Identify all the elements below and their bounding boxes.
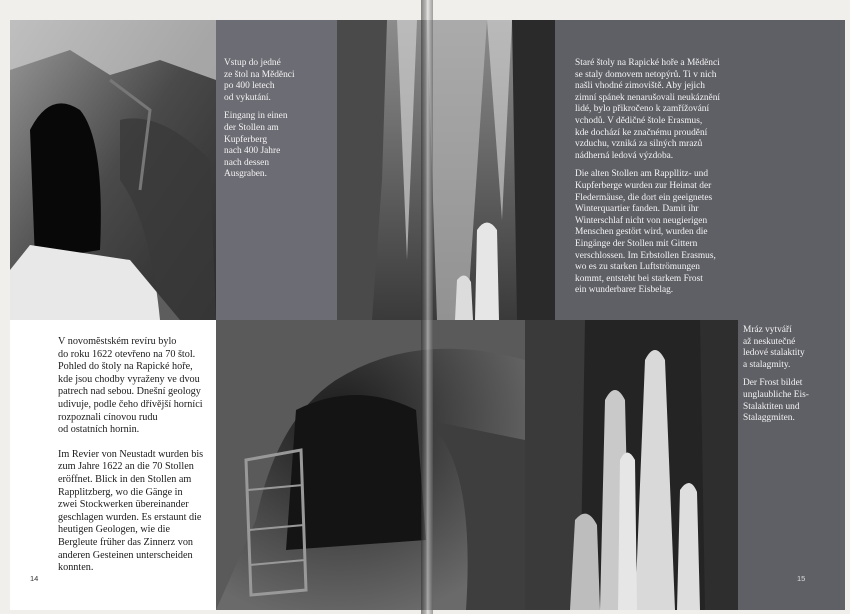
text-bottom-left-czech: V novomĕstském revíru bylo do roku 1622 otevřeno na 70 štol. Pohled do štoly na Rapické hoře, kde jsou chodby vyraženy ve dvou patrech nad sebou. Dnešní geology udivuje, podle čeho dřívější horníci rozpoznali cínovou rudu od ostatních hornin. — [58, 336, 203, 436]
photo-icicles — [337, 20, 555, 320]
caption-top-left — [224, 58, 334, 188]
caption-top-right-czech: Staré štoly na Rapické hoře a Mědĕnci se staly domovem netopýrů. Ti v nich našli vhodné zimoviště. Aby jejich zimní spánek nenarušovali neukáznĕní lidé, bylo přikročeno k zamřížování vchodů. V dědičné štole Erasmus, kde dochází ke značnému proudění vzduchu, vzniká za silných mrazů nádherná ledová výzdoba. — [575, 58, 721, 161]
caption-top-right — [575, 58, 835, 304]
page-number-left: 14 — [30, 574, 39, 583]
photo-ice-stalagmites — [525, 320, 738, 610]
caption-top-left-german: Eingang in einen der Stollen am Kupferberg nach 400 Jahre nach dessen Ausgraben. — [224, 111, 288, 180]
caption-bottom-right-german: Der Frost bildet unglaubliche Eis- Stalaktiten und Stalaggmiten. — [743, 378, 809, 424]
caption-bottom-right — [743, 325, 843, 432]
photo-mine-entrance — [10, 20, 216, 320]
text-bottom-left — [58, 336, 216, 587]
page-number-right: 15 — [797, 574, 806, 583]
text-bottom-left-german: Im Revier von Neustadt wurden bis zum Jahre 1622 an die 70 Stollen eröffnet. Blick in den Stollen am Rapplitzberg, wo die Gänge in zwei Stockwerken übereinander geschlagen wurden. Es erstaunt die heutigen Geologen, wie die Bergleute früher das Zinnerz von anderen Gesteinen unterscheiden konnten. — [58, 448, 204, 574]
book-spine-shadow — [421, 0, 433, 614]
caption-top-right-german: Die alten Stollen am Rappllitz- und Kupferberge wurden zur Heimat der Fledermäuse, die dort ein geeignetes Winterquartier fanden. Damit ihr Winterschlaf nicht von neugierigen Menschen gestört wird, wurden die Eingänge der Stollen mit Gittern verschlossen. Im Erbstollen Erasmus, wo es zu starken Luftströmungen kommt, entsteht bei starkem Frost ein wunderbarer Eisbelag. — [575, 169, 716, 296]
caption-bottom-right-czech: Mráz vytváří až neskutečné ledové stalaktity a stalagmity. — [743, 325, 805, 370]
caption-top-left-czech: Vstup do jedné ze štol na Mědĕnci po 400 letech od vykutání. — [224, 58, 295, 103]
photo-tunnel-ladder — [216, 320, 525, 610]
